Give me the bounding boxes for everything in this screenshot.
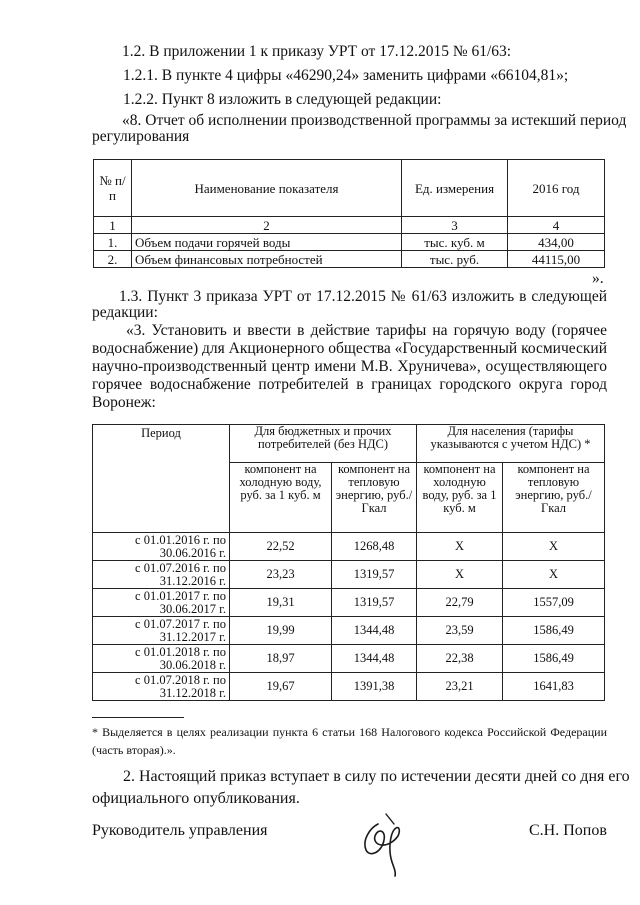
table-row xyxy=(93,645,605,673)
table-row xyxy=(93,561,605,589)
t2-period: с 01.07.2018 г. по 31.12.2018 г. xyxy=(93,673,230,701)
t1-cell-name: Объем подачи горячей воды xyxy=(132,234,402,251)
t2-subheader: компонент на тепловую энергию, руб./Гкал xyxy=(332,463,417,533)
table-row xyxy=(93,617,605,645)
t1-cell-value: 44115,00 xyxy=(508,251,605,268)
t2-value: X xyxy=(417,533,503,561)
item-8-title-cont: регулирования xyxy=(92,128,190,145)
t2-period: с 01.01.2017 г. по 30.06.2017 г. xyxy=(93,589,230,617)
t2-header-budget: Для бюджетных и прочих потребителей (без НДС) xyxy=(230,425,417,463)
t2-value: 23,59 xyxy=(417,617,503,645)
t2-value: 1391,38 xyxy=(332,673,417,701)
t1-cell-num: 1. xyxy=(94,234,132,251)
t2-value: 18,97 xyxy=(230,645,332,673)
signer-position: Руководитель управления xyxy=(92,822,268,839)
t1-cell-num: 2. xyxy=(94,251,132,268)
t1-header-name: Наименование показателя xyxy=(132,160,402,217)
item-3-line: водоснабжение) для Акционерного общества «Государственный космический xyxy=(92,340,607,357)
t1-numbering-row xyxy=(94,217,605,234)
table-row xyxy=(93,589,605,617)
t2-value: X xyxy=(503,561,605,589)
t2-header-period: Период xyxy=(93,425,230,533)
t2-period: с 01.07.2017 г. по 31.12.2017 г. xyxy=(93,617,230,645)
t2-value: X xyxy=(503,533,605,561)
table-row xyxy=(94,234,605,251)
t2-value: 23,21 xyxy=(417,673,503,701)
t2-value: 22,79 xyxy=(417,589,503,617)
t1-num: 1 xyxy=(94,217,132,234)
t2-subheader: компонент на тепловую энергию, руб./Гкал xyxy=(503,463,605,533)
t2-value: 1641,83 xyxy=(503,673,605,701)
table-row xyxy=(93,673,605,701)
t2-value: 19,67 xyxy=(230,673,332,701)
item-3-line: «3. Установить и ввести в действие тарифы на горячую воду (горячее xyxy=(126,322,607,339)
item-8-title: «8. Отчет об исполнении производственной программы за истекший период xyxy=(122,112,627,129)
t2-value: 1586,49 xyxy=(503,645,605,673)
t1-cell-name: Объем финансовых потребностей xyxy=(132,251,402,268)
t2-value: 22,52 xyxy=(230,533,332,561)
item-3-line: научно-производственный центр имени М.В. Хруничева», осуществляющего xyxy=(92,358,607,375)
t2-subheader: компонент на холодную воду, руб. за 1 куб. м xyxy=(417,463,503,533)
item-3-line: горячее водоснабжение потребителей в границах городского округа город xyxy=(92,376,607,393)
t1-num: 4 xyxy=(508,217,605,234)
t2-value: 19,99 xyxy=(230,617,332,645)
t1-header-unit: Ед. измерения xyxy=(402,160,508,217)
t2-value: X xyxy=(417,561,503,589)
tariff-table xyxy=(92,424,605,701)
table-row xyxy=(94,251,605,268)
handwritten-signature xyxy=(348,806,418,878)
t1-cell-unit: тыс. куб. м xyxy=(402,234,508,251)
footnote-text: * Выделяется в целях реализации пункта 6 статьи 168 Налогового кодекса Российской Федерации xyxy=(92,725,607,739)
section-1-2-1: 1.2.1. В пункте 4 цифры «46290,24» заменить цифрами «66104,81»; xyxy=(123,67,569,84)
t2-value: 1557,09 xyxy=(503,589,605,617)
item-3-line: Воронеж: xyxy=(92,394,156,411)
t2-period: с 01.01.2018 г. по 30.06.2018 г. xyxy=(93,645,230,673)
t2-value: 1344,48 xyxy=(332,617,417,645)
production-report-table xyxy=(93,159,605,268)
t2-period: с 01.01.2016 г. по 30.06.2016 г. xyxy=(93,533,230,561)
t2-header-population: Для населения (тарифы указываются с учетом НДС) * xyxy=(417,425,605,463)
t1-cell-value: 434,00 xyxy=(508,234,605,251)
footnote-divider xyxy=(92,717,184,718)
t2-value: 19,31 xyxy=(230,589,332,617)
t2-value: 22,38 xyxy=(417,645,503,673)
section-1-3: 1.3. Пункт 3 приказа УРТ от 17.12.2015 № 61/63 изложить в следующей xyxy=(119,288,607,305)
t2-value: 1586,49 xyxy=(503,617,605,645)
t2-value: 1268,48 xyxy=(332,533,417,561)
section-1-2-heading: 1.2. В приложении 1 к приказу УРТ от 17.12.2015 № 61/63: xyxy=(122,43,512,60)
section-1-2-2: 1.2.2. Пункт 8 изложить в следующей редакции: xyxy=(123,91,442,108)
t1-num: 3 xyxy=(402,217,508,234)
t1-cell-unit: тыс. руб. xyxy=(402,251,508,268)
section-1-3-cont: редакции: xyxy=(92,304,158,321)
section-2: 2. Настоящий приказ вступает в силу по истечении десяти дней со дня его xyxy=(123,768,630,785)
footnote-text-cont: (часть вторая).». xyxy=(92,743,176,757)
t2-value: 1319,57 xyxy=(332,589,417,617)
signer-name: С.Н. Попов xyxy=(529,822,607,839)
t2-period: с 01.07.2016 г. по 31.12.2016 г. xyxy=(93,561,230,589)
t1-header-year: 2016 год xyxy=(508,160,605,217)
t2-value: 1319,57 xyxy=(332,561,417,589)
t1-header-num: № п/п xyxy=(94,160,132,217)
t2-subheader: компонент на холодную воду, руб. за 1 куб. м xyxy=(230,463,332,533)
t2-value: 1344,48 xyxy=(332,645,417,673)
t2-value: 23,23 xyxy=(230,561,332,589)
section-2-cont: официального опубликования. xyxy=(92,790,300,807)
t1-num: 2 xyxy=(132,217,402,234)
quote-close: ». xyxy=(592,270,604,287)
table-row xyxy=(93,533,605,561)
